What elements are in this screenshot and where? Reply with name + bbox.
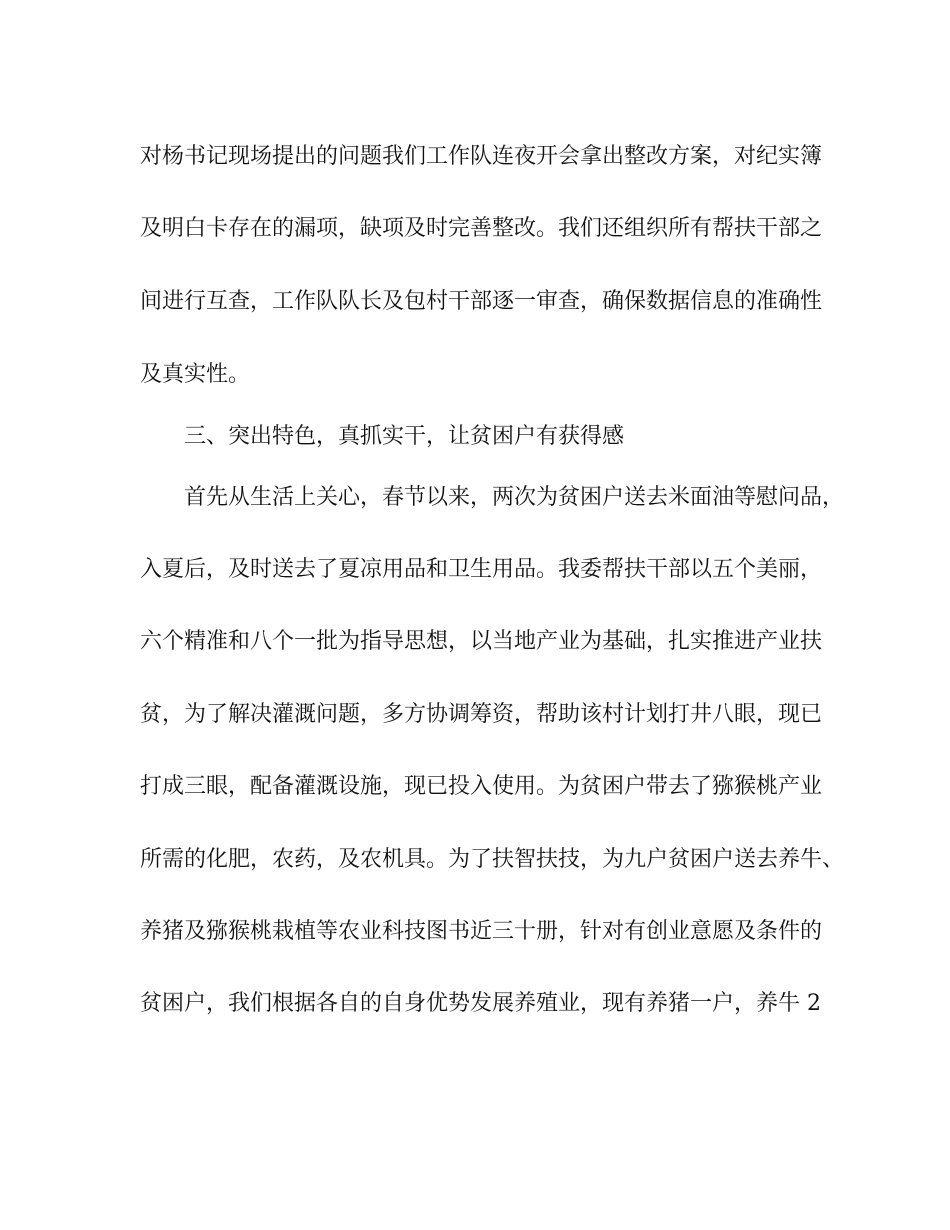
paragraph-first-line: 首先从生活上关心，春节以来，两次为贫困户送去米面油等慰问品， xyxy=(184,485,845,510)
body-text-line: 打成三眼，配备灌溉设施，现已投入使用。为贫困户带去了猕猴桃产业 xyxy=(140,774,823,799)
body-text-line: 所需的化肥，农药，及农机具。为了扶智扶技，为九户贫困户送去养牛、 xyxy=(140,847,845,872)
body-text-line: 贫，为了解决灌溉问题，多方协调筹资，帮助该村计划打井八眼，现已 xyxy=(140,702,823,727)
body-text-line: 及明白卡存在的漏项，缺项及时完善整改。我们还组织所有帮扶干部之 xyxy=(140,216,823,241)
body-text-line: 入夏后，及时送去了夏凉用品和卫生用品。我委帮扶干部以五个美丽， xyxy=(140,557,823,582)
body-text-line: 贫困户，我们根据各自的自身优势发展养殖业，现有养猪一户，养牛 2 xyxy=(140,991,821,1016)
section-heading: 三、突出特色，真抓实干，让贫困户有获得感 xyxy=(184,424,625,449)
body-text-line: 养猪及猕猴桃栽植等农业科技图书近三十册，针对有创业意愿及条件的 xyxy=(140,919,823,944)
body-text-line: 间进行互查，工作队队长及包村干部逐一审查，确保数据信息的准确性 xyxy=(140,289,823,314)
body-text-line: 及真实性。 xyxy=(140,362,251,387)
body-text-line: 六个精准和八个一批为指导思想，以当地产业为基础，扎实推进产业扶 xyxy=(140,629,823,654)
body-text-line: 对杨书记现场提出的问题我们工作队连夜开会拿出整改方案，对纪实簿 xyxy=(140,144,823,169)
